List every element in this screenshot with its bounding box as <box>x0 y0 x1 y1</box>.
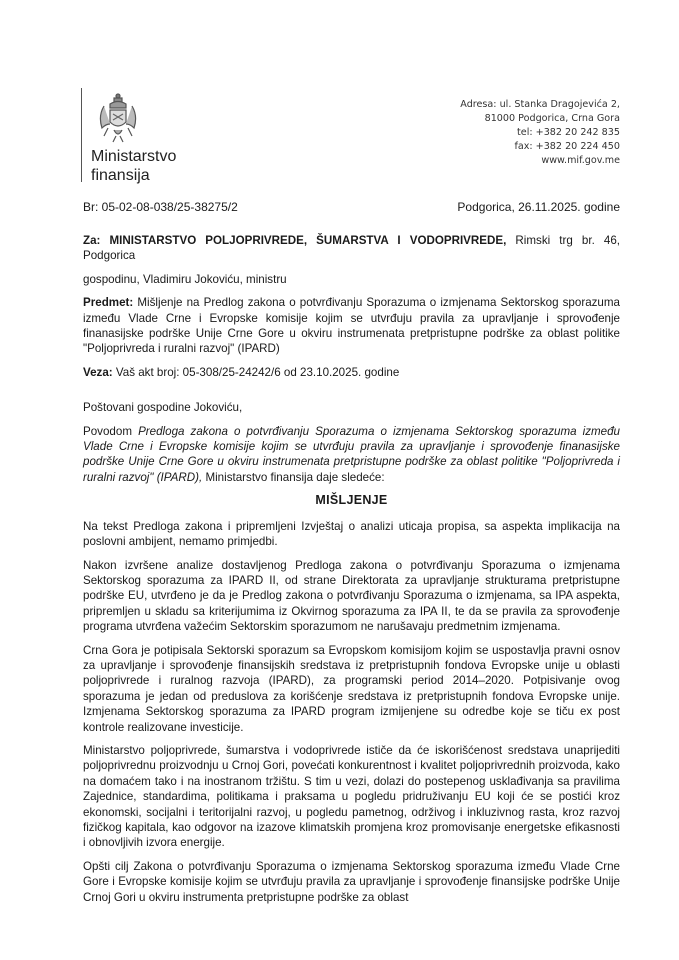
link-text: Vaš akt broj: 05-308/25-24242/6 od 23.10.2025. godine <box>112 365 400 379</box>
opinion-heading: MIŠLJENJE <box>315 493 388 508</box>
link-label: Veza: <box>83 365 113 379</box>
paragraph-5: Opšti cilj Zakona o potvrđivanju Sporazuma o izmjenama Sektorskog sporazuma između Vlade Crne Gore i Evropske komisije kojim se utvrđuju pravila za upravljanje i sprovođenje finansijske podrške Unije Crnoj Gori u okviru instrumenta pretpristupne podrške za oblast <box>83 859 620 904</box>
address-fax: fax: +382 20 224 450 <box>514 141 620 152</box>
address-website: www.mif.gov.me <box>541 155 620 166</box>
ministry-name-line1: Ministarstvo <box>91 148 177 165</box>
intro-paragraph <box>83 424 620 486</box>
recipient-line <box>83 233 620 264</box>
link-line <box>83 365 620 380</box>
ministry-name-line2: finansija <box>91 167 150 184</box>
paragraph-4: Ministarstvo poljoprivrede, šumarstva i vodoprivrede ističe da će iskorišćenost sredstava unaprijediti poljoprivrednu proizvodnju u Crnoj Gori, povećati konkurentnost i kvalitet poljoprivrednih proizvoda, kako na domaćem tako i na inostranom tržištu. S tim u vezi, dolazi do postepenog usklađivanja sa pravilima Zajednice, standardima, politikama i praksama u pogledu pridruživanju EU koji će se postići kroz ekonomski, socijalni i teritorijalni razvoj, u pogledu pametnog, održivog i inkluzivnog rasta, kroz razvoj fizičkog kapitala, kao odgovor na izazove klimatskih promjena kroz promovisanje energetske efikasnosti i obnovljivih izvora energije. <box>83 743 620 850</box>
intro-prefix: Povodom <box>83 424 139 438</box>
recipient-address: Rimski trg br. 46, Podgorica <box>83 234 620 263</box>
paragraph-2: Nakon izvršene analize dostavljenog Predloga zakona o potvrđivanju Sporazuma o izmjenama Sektorskog sporazuma za IPARD II, od strane Direktorata za upravljanje strukturama pretpristupne podrške EU, utvrđeno je da je Predlog zakona o potvrđivanju Sporazuma o izmjenama, sa IPA aspekta, pripremljen u skladu sa kriterijumima iz Okvirnog sporazuma za IPA II, te da se pravila za sprovođenje programa utvrđena važećim Sektorskim sporazumom ne narušavaju predmetnim izmjenama. <box>83 558 620 634</box>
intro-suffix: Ministarstvo finansija daje sledeće: <box>202 470 385 484</box>
address-phone: tel: +382 20 242 835 <box>517 127 620 138</box>
subject-line <box>83 295 620 357</box>
subject-label: Predmet: <box>83 296 134 310</box>
ministry-name <box>91 147 176 185</box>
subject-text: Mišljenje na Predlog zakona o potvrđivanju Sporazuma o izmjenama Sektorskog sporazuma između Vlade Crne i Evropske komisije kojim se utvrđuju pravila za upravljanje i sprovođenje finanasijske podrške Unije Crne Gore u okviru instrumenata pretpristupne podrške za oblast politike "Poljoprivreda i ruralni razvoj" (IPARD) <box>83 296 620 356</box>
recipient-label: Za: <box>83 234 101 247</box>
recipient-organization: MINISTARSTVO POLJOPRIVREDE, ŠUMARSTVA I VODOPRIVREDE, <box>109 234 507 247</box>
paragraph-3: Crna Gora je potipisala Sektorski sporazum sa Evropskom komisijom kojim se uspostavlja pravni osnov za upravljanje i sprovođenje finansijskih sredstava iz pretpristupnih fondova Evropske unije u oblasti poljoprivrede i ruralnog razvoja (IPARD), za programski period 2014–2020. Potpisivanje ovog sporazuma je jedan od preduslova za korišćenje sredstava iz pretpristupnih fondova Evropske unije. Izmjenama Sektorskog sporazuma za IPARD program izmijenjene su odredbe koje se tiču ex post kontrole realizovane investicije. <box>83 643 620 734</box>
letter-body <box>83 233 620 913</box>
spacer <box>83 388 620 400</box>
reference-number: Br: 05-02-08-038/25-38275/2 <box>83 200 238 214</box>
address-city: 81000 Podgorica, Crna Gora <box>484 113 620 124</box>
place-date: Podgorica, 26.11.2025. godine <box>457 200 620 214</box>
salutation: Poštovani gospodine Jokoviću, <box>83 401 243 415</box>
paragraph-1: Na tekst Predloga zakona i pripremljeni Izvještaj o analizi uticaja propisa, sa aspekta implikacija na poslovni ambijent, nemamo primjedbi. <box>83 519 620 549</box>
address-street: Adresa: ul. Stanka Dragojevića 2, <box>460 99 620 110</box>
header-divider <box>81 88 82 182</box>
coat-of-arms-icon <box>96 92 140 144</box>
address-block <box>460 98 620 168</box>
intro-italic: Predloga zakona o potvrđivanju Sporazuma o izmjenama Sektorskog sporazuma između Vlade Crne i Evropske komisije kojim se utvrđuju pravila za upravljanje i sprovođenje finanasijske podrške Unije Crne Gore u okviru instrumenata pretpristupne podrške za oblast politike "Poljoprivreda i ruralni razvoj" (IPARD), <box>83 424 621 484</box>
recipient-person: gospodinu, Vladimiru Jokoviću, ministru <box>83 272 287 286</box>
